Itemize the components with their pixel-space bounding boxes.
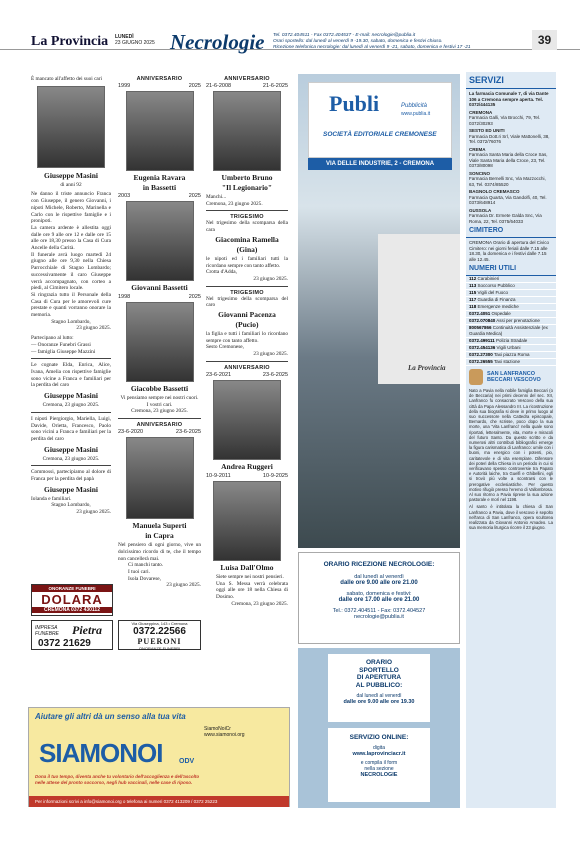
obituary-column-2: ANNIVERSARIO 1999 2025 Eugenia Ravara in Bassetti 2003 2025 Giovanni Bassetti 1998 2025 Giacobbe Bassetti Vi pensiamo sempre nei nostri cuori. I vostri cari. Cremona, 23 giugno 2025. ANNIVERSARIO 23-6-2020 23-6-2025 Manuela Superti in Capra Nel pensiero di ogni giorno, vive un dolcissimo ricordo di te, che il tempo non cancellerà mai. Ci manchi tanto. I tuoi cari. Isola Dovarese, 23 giugno 2025.	[118, 76, 201, 589]
saint-name: SAN LANFRANCO BECCARI VESCOVO	[487, 371, 541, 383]
obit-text: Commossi, partecipiamo al dolore di Franca per la perdita del papà	[31, 469, 111, 483]
saint-text: Al santo è intitolata la chiesa di San Lanfranco a Pavia, dove il vescovo è sepolto nell'arca di San Lanfranco, opera scultorea realizzata da Giovanni Antonio Amadeo. La sua memoria liturgica ricorre il 23 giugno.	[469, 504, 553, 531]
ad-odv: ODV	[179, 758, 195, 765]
obit-place: Crotta d'Adda,	[206, 269, 237, 276]
obit-text: Manchi...	[206, 194, 227, 200]
obit-place: Isola Dovarese,	[128, 575, 161, 582]
deceased-name: Giuseppe Masini	[44, 170, 98, 180]
deceased-name: in Bassetti	[142, 183, 177, 192]
obit-text: Le cognate Elda, Enrica, Alice, Ivana, Amelia con rispettive famiglie sono vicine a Franca e familiari per la perdita del caro	[31, 362, 111, 389]
useful-number: 800567866 Continuità Assistenziale (ex Guardia Medica)	[466, 325, 556, 338]
ad-subtitle: Dona il tuo tempo, diventa anche tu volontario dell'accoglienza e dell'ascolto nelle attese del pronto soccorso, negli hub vaccinali, nelle case di riposo.	[35, 774, 200, 785]
useful-number: 115 Vigili del Fuoco	[466, 290, 556, 297]
desk-hours-box: ORARIO SPORTELLO DI APERTURA AL PUBBLICO: dal lunedì al venerdì dalle ore 9.00 alle ore 19.30	[328, 654, 430, 722]
page-number: 39	[532, 30, 557, 50]
obit-place: Stagno Lombardo,	[51, 318, 91, 325]
obit-date: Cremona, 23 giugno 2025.	[131, 408, 188, 415]
obit-date: Cremona, 23 giugno 2025.	[206, 200, 263, 207]
info-panel	[298, 648, 460, 808]
services-sidebar	[466, 72, 556, 808]
pharmacy-item: GUSSOLA Farmacia Dr. Ermete Galda Snc, Via Roma, 22, Tel. 0375/64033	[469, 207, 542, 224]
deceased-name: Luisa Dall'Olmo	[220, 562, 274, 572]
obit-date: 23 giugno 2025.	[253, 275, 288, 282]
obit-date: Cremona, 23 giugno 2025.	[231, 600, 288, 607]
building-facade	[378, 234, 460, 384]
issue-date: LUNEDÌ 23 GIUGNO 2025	[115, 34, 155, 46]
saint-text: Nato a Pavia nella nobile famiglia Beccari (o de Beccaria) nei primi decenni del sec. XII, Lanfranco fu consacrato Vescovo della sua città da Papa Alessandro III. La ricostruzione della sua biografia si deve in primo luogo al suo successore nella Cattedra episcopale, Bernardo, che scrisse, poco dopo la sua morte, una 'Vita Lanfranci' nella quale sono riportati, letteralmente, vita, morte e miracoli del futuro Santo. Da questo scritto e da numerosi altri contributi bibliografici emerge la figura carismatica di Lanfranco: umile con i buoni, ma energico con i potenti, pio, caritatevole e di vita esemplare. Difensore dei poteri della Chiesa in un periodo in cui si verificavano spesso controversie tra Papato e Autorità laiche, tra Guelfi e Ghibellini, egli si trovò più volte a scontrarsi con le prerogative ecclesiastiche. Per questo motivo rifugiò presso l'eremo di Vallombrosa. Al suo ritorno a Pavia riprese la sua azione pastorale e morì nel 1198.	[469, 388, 553, 503]
publia-address: VIA DELLE INDUSTRIE, 2 - CREMONA	[308, 158, 452, 170]
useful-number: 0372.499111 Polizia Stradale	[466, 338, 556, 345]
deceased-name: "Il Legionario"	[221, 183, 273, 192]
useful-numbers-title: NUMERI UTILI	[466, 262, 556, 276]
portrait-photo	[126, 302, 194, 382]
deceased-name: Giuseppe Masini	[44, 444, 98, 454]
useful-number: 0372.454136 Vigili Urbani	[466, 345, 556, 352]
deceased-name: (Gina)	[236, 244, 258, 254]
reception-hours-box: ORARIO RICEZIONE NECROLOGIE: dal lunedì al venerdì dalle ore 9.00 alle ore 21.00 sabato, domenica e festivi: dalle ore 17.00 alle ore 21.00 Tel.: 0372.404511 - Fax: 0372.404527 necrologie@publia.it	[298, 552, 460, 644]
publia-logo-panel	[308, 82, 452, 158]
obit-date: 23 giugno 2025.	[253, 351, 288, 358]
deceased-name: Eugenia Ravara	[133, 173, 186, 182]
obit-text: Nel trigesimo della scomparsa del caro	[206, 295, 288, 309]
ad-social: SiamoNoiCr www.siamonoi.org	[204, 726, 245, 738]
cemetery-hours: CREMONA Orario di apertura del Civico Cimitero: nei giorni feriali dalle 7.15 alle 18.30, la domenica e i festivi dalle 7.15 alle 12.45.	[469, 240, 550, 262]
obit-text: Siete sempre nei nostri pensieri.	[216, 573, 284, 580]
obit-text: le nipoti ed i familiari tutti la ricordano sempre con tanto affetto.	[206, 255, 288, 269]
portrait-photo	[126, 91, 194, 171]
ad-headline: Aiutare gli altri dà un senso alla tua vita	[35, 712, 186, 721]
publia-tagline: Pubblicità	[401, 103, 428, 109]
pharmacy-list	[466, 110, 556, 225]
obit-text: I nipoti Piergiorgio, Mariella, Luigi, Davide, Orietta, Francesco, Paolo sono vicini a Franca e familiari per la perdita del caro	[31, 415, 111, 442]
obit-text: Nel pensiero di ogni giorno, vive un dolcissimo ricordo di te, che il tempo non cancellerà mai.	[118, 542, 201, 562]
deceased-name: Giovanni Pacenza	[218, 310, 276, 320]
deceased-name: in Capra	[145, 531, 174, 541]
obit-place: Sesto Cremonese,	[206, 344, 244, 351]
useful-number: 118 Emergenze mediche	[466, 304, 556, 311]
pharmacy-item: CREMA Farmacia Santa Maria della Croce Sas, Viale Santa Maria della Croce, 23, Tel. 0373/80098	[469, 146, 548, 168]
ad-brand: SIAMONOI	[39, 738, 163, 768]
useful-number: 0372.26555 Taxi stazione	[466, 359, 556, 366]
pharmacy-item: SESTO ED UNITI Farmacia Dott.ri Srl, Viale Mattonelli, 38, Tel. 0372/76076	[469, 128, 550, 144]
obit-intro: È mancato all'affetto dei suoi cari	[31, 76, 103, 82]
siamonoi-ad	[28, 707, 290, 807]
condolence-item: — Onoranze Funebri Grassi	[31, 341, 91, 348]
dolara-ad: ONORANZE FUNEBRI DOLARA CREMONA 0372 430112	[31, 584, 113, 616]
obituary-column-1	[31, 76, 111, 516]
obit-text: La camera ardente è allestita oggi dalle ore 9 alle ore 12 e dalle ore 15 alle ore 18,30 presso la Casa di Cura Ancelle della Carità.	[31, 224, 111, 252]
useful-number: 0372.27300 Taxi piazza Roma	[466, 352, 556, 359]
deceased-name: Giuseppe Masini	[44, 484, 98, 494]
saint-header	[466, 366, 556, 388]
obit-signature: Iolanda e familiari.	[31, 495, 72, 502]
deceased-name: Giacobbe Bassetti	[130, 384, 189, 393]
obituary-column-3: ANNIVERSARIO 21-6-2008 21-6-2025 Umberto Bruno "Il Legionario" Manchi... Cremona, 23 giugno 2025. TRIGESIMO Nel trigesimo della scomparsa della cara Giacomina Ramella (Gina) le nipoti ed i familiari tutti la ricordano sempre con tanto affetto. Crotta d'Adda, 23 giugno 2025. TRIGESIMO Nel trigesimo della scomparsa del caro Giovanni Pacenza (Pucio) la figlia e tutti i familiari lo ricordano sempre con tanto affetto. Sesto Cremonese, 23 giugno 2025. ANNIVERSARIO 23-6-2021 23-6-2025 Andrea Ruggeri 10-9-2011 10-9-2025 Luisa Dall'Olmo Siete sempre nei nostri pensieri. Una S. Messa verrà celebrata oggi alle ore 18 nella Chiesa di Dosimo. Cremona, 23 giugno 2025.	[206, 76, 288, 607]
pharmacy-intro: La farmacia Comunale 7, di via Dante 106 a Cremona sempre aperta. Tel. 0372/444135	[469, 91, 549, 107]
newspaper-logo: La Provincia	[31, 34, 109, 49]
deceased-name: Giuseppe Masini	[44, 391, 98, 401]
useful-number: 0372.4051 Ospedale	[466, 311, 556, 318]
obit-date: 23 giugno 2025.	[76, 325, 111, 332]
useful-number: 113 Soccorso Pubblico	[466, 283, 556, 290]
pietra-ad: IMPRESA FUNEBRE Pietra 0372 21629	[31, 620, 113, 650]
anniversary-label: ANNIVERSARIO	[136, 76, 183, 82]
pueroni-ad: Via Giuseppina, 143 • Cremona 0372.22566 PUERONI ONORANZE FUNEBRI	[118, 620, 201, 650]
portrait-photo	[126, 437, 194, 519]
anniversary-label: ANNIVERSARIO	[224, 76, 270, 82]
useful-number: 0372.070840 Assi per prenotazione	[466, 318, 556, 325]
publia-building-photo	[298, 74, 460, 548]
online-link[interactable]: www.laprovinciacr.it	[352, 751, 406, 757]
services-title: SERVIZI	[466, 72, 556, 89]
publia-web: www.publia.it	[401, 111, 431, 117]
obit-signature: I tuoi cari.	[128, 568, 150, 575]
obit-text: Ci manchi tanto.	[128, 562, 164, 569]
obit-text: Nel trigesimo della scomparsa della cara	[206, 220, 288, 234]
page-header	[0, 0, 580, 54]
online-service-box: SERVIZIO ONLINE: digita www.laprovinciacr.it e compila il form nella sezione NECROLOGIE	[328, 728, 430, 802]
condolence-item: — famiglia Giuseppe Mazzini	[31, 348, 96, 355]
deceased-name: Giacomina Ramella	[215, 234, 279, 244]
building-sign: La Provincia	[408, 364, 446, 372]
portrait-photo	[126, 201, 194, 281]
deceased-name: Manuela Superti	[132, 521, 187, 531]
obit-text: Vi pensiamo sempre nei nostri cuori.	[120, 395, 199, 401]
obit-text: Una S. Messa verrà celebrata oggi alle ore 18 nella Chiesa di Dosimo.	[216, 580, 288, 600]
cemetery-title: CIMITERO	[466, 224, 556, 238]
trigesimo-label: TRIGESIMO	[230, 214, 264, 221]
useful-number: 117 Guardia di Finanza	[466, 297, 556, 304]
obit-text: Si ringrazia tutto il Personale della Casa di Cura per le amorevoli cure prestate e quanti vorranno onorare la memoria.	[31, 291, 111, 319]
condolence-label: Partecipano al lutto:	[31, 335, 74, 342]
obit-date: 23 giugno 2025.	[166, 582, 201, 589]
obit-text: Il funerale avrà luogo martedì 24 giugno alle ore 9,30 nella Chiesa Parrocchiale di Stagno Lombardo; successivamente il caro Giuseppe verrà accompagnato, con corteo a piedi, al Cimitero locale.	[31, 251, 111, 292]
deceased-name: Andrea Ruggeri	[221, 461, 273, 471]
pharmacy-item: SONCINO Farmacia Bernelli Snc, Via Mazzocchi, 63, Tel. 0374/85520	[469, 170, 546, 187]
publia-company: SOCIETÀ EDITORIALE CREMONESE	[323, 131, 437, 138]
deceased-name: Giovanni Bassetti	[131, 283, 188, 292]
useful-number: 112 Carabinieri	[466, 276, 556, 283]
obit-text: Ne danno il triste annuncio Franca con Giuseppe, il genero Giovanni, i nipoti Michele, Roberto, Marinella e Carlo con le rispettive famiglie e i pronipoti.	[31, 191, 111, 225]
ad-contacts: Per informazioni scrivi a info@siamonoi.org o telefona ai numeri 0372 413209 / 0372 25223	[29, 796, 289, 807]
portrait-photo	[37, 86, 105, 168]
obit-date: 23 giugno 2025.	[76, 509, 111, 516]
pharmacy-item: CREMONA Farmacia Galli, Via Brocchi, 79, Tel. 0372/30293	[469, 109, 541, 126]
portrait-photo	[213, 481, 281, 561]
anniversary-label: ANNIVERSARIO	[224, 364, 270, 371]
obit-date: Cremona, 23 giugno 2025.	[42, 455, 100, 462]
publia-logo: Publi	[329, 91, 380, 116]
obit-date: Cremona, 23 giugno 2025.	[42, 402, 100, 409]
portrait-photo	[213, 380, 281, 460]
anniversary-label: ANNIVERSARIO	[136, 422, 183, 429]
contact-info: Tel. 0372.404511 - Fax 0372.404537 - E-mail: necrologie@publia.it Orari sportello: dal lunedì al venerdì 9 -19.30, sabato, domenica e festivi chiuso. Ricezione telefonica necrologie: dal lunedì al venerdì 9 -21, sabato, domenica e festivi 17 -21	[273, 33, 471, 50]
saint-icon	[469, 369, 483, 385]
obit-signature: I vostri cari.	[146, 401, 173, 408]
portrait-photo	[213, 91, 281, 171]
deceased-age: di anni 92	[60, 181, 82, 188]
pharmacy-item: BAGNOLO CREMASCO Farmacia Quarta, Via Gandolfi, 40, Tel. 0373/648914	[469, 189, 547, 205]
trigesimo-label: TRIGESIMO	[230, 289, 264, 296]
deceased-name: (Pucio)	[235, 320, 259, 330]
useful-numbers-list	[466, 276, 556, 366]
section-title: Necrologie	[170, 30, 265, 54]
deceased-name: Umberto Bruno	[221, 173, 273, 182]
obit-text: la figlia e tutti i familiari lo ricordano sempre con tanto affetto.	[206, 331, 288, 344]
obit-place: Stagno Lombardo,	[51, 502, 91, 509]
